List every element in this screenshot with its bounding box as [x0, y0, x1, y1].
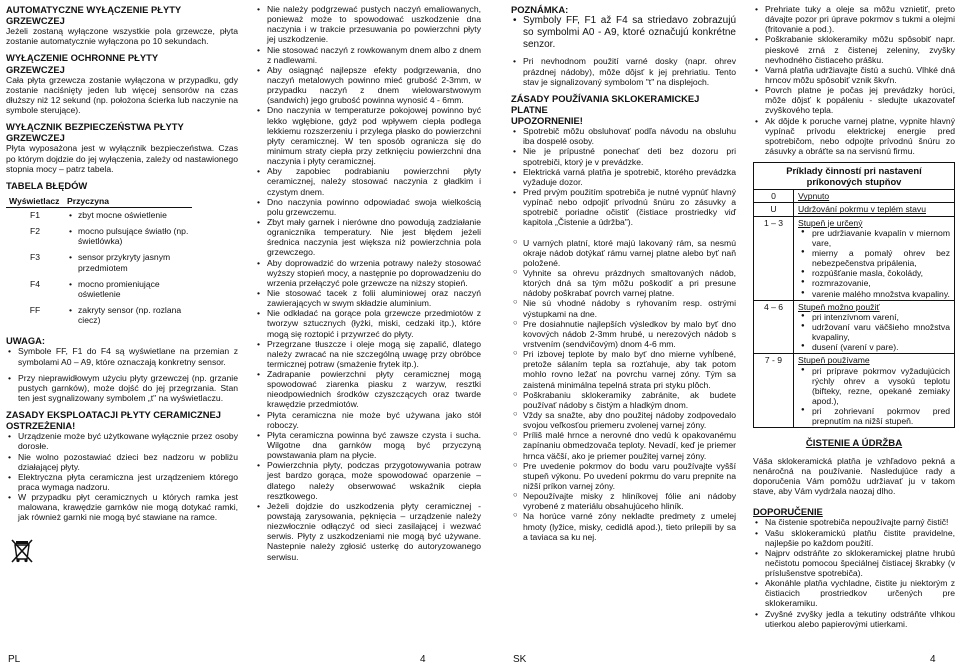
- section-title: ZÁSADY POUŽÍVANIA SKLOKERAMICKEJ: [511, 92, 700, 104]
- warning-heading: UPOZORNENIE!: [511, 115, 583, 127]
- error-table-header-display: Wyświetlacz: [6, 195, 64, 208]
- level-code: 0: [754, 190, 794, 202]
- section-title-cont: GRZEWCZEJ: [6, 132, 65, 144]
- error-table-header-cause: Przyczyna: [64, 195, 192, 208]
- error-cause: • mocno promieniujące oświetlenie: [64, 277, 192, 303]
- list-item: • Poškrabanie sklokeramiky môžu spôsobiť napr. pieskové zrná z čistenej zeleniny, zvyšky nevhodného čistiaceho prášku.: [753, 34, 955, 64]
- list-item: ● pre udržiavanie kvapalín v miernom vare,: [798, 228, 950, 248]
- table-row: [6, 277, 192, 303]
- list-item: • Przegrzane tłuszcze i oleje mogą się zapalić, dlatego należy zwracać na nie szczególną uwagę przy obróbce termicznej potraw (smażenie frytek itp.).: [255, 339, 481, 369]
- list-item: • Urządzenie może być użytkowane wyłącznie przez osoby dorosłe.: [6, 431, 238, 451]
- list-item: • Aby osiągnąć najlepsze efekty podgrzewania, dno naczyń metalowych powinno mieć grubość 2-3mm, w przypadku naczyń z dnem wielowarstwowym (sandwich) jego grubość powinna wynosić 4 - 6mm.: [255, 65, 481, 106]
- list-item: ● rozpúšťanie masla, čokolády,: [798, 268, 950, 278]
- section-title-cont: GRZEWCZEJ: [6, 15, 65, 27]
- section-text: Płyta wyposażona jest w wyłącznik bezpieczeństwa. Czas po którym dojdzie do jej wyłączenia, zależy od nastawionego stopnia mocy – patrz tabela.: [6, 143, 238, 174]
- rules-list: [255, 4, 481, 562]
- section-title-cont: GRZEWCZEJ: [6, 63, 65, 75]
- column-3: [511, 4, 736, 542]
- section-title: AUTOMATYCZNE WYŁĄCZENIE PŁYTY: [6, 4, 182, 15]
- list-item: • Pri nevhodnom použití varné dosky (napr. ohrev prázdnej nádoby), môže dôjsť k jej prehriatiu. Tento stav je signalizovaný symbolom "t" na displejoch.: [511, 56, 736, 86]
- list-item: • Elektryczna płyta ceramiczna jest urządzeniem którego praca wymaga nadzoru.: [6, 472, 238, 492]
- table-row: [6, 250, 192, 276]
- section-title: ZASADY EKSPLOATACJI PŁYTY CERAMICZNEJ: [6, 409, 221, 421]
- list-item: • Varná platňa udržiavajte čistú a suchú. Vlhké dná hrncov môžu spôsobiť vznik škvŕn.: [753, 65, 955, 85]
- list-item: ● pri príprave pokrmov vyžadujúcich rýchly ohrev a vysokú teplotu (bifteky, rezne, opekané zemiaky apod.),: [798, 366, 950, 407]
- list-item: ● varenie malého množstva kvapaliny.: [798, 289, 950, 299]
- table-row: [754, 354, 954, 427]
- section-protective-off: [6, 52, 238, 115]
- column-2: [255, 4, 481, 562]
- list-item: ● pri intenzívnom varení,: [798, 312, 950, 322]
- list-item: • Na čistenie spotrebiča nepoužívajte parný čistič!: [753, 517, 955, 527]
- table-row: [754, 217, 954, 301]
- list-item: • Nie należy podgrzewać pustych naczyń emaliowanych, ponieważ może to spowodować uszkodzenie dna naczynia i w trakcie przesuwania po powierzchni płyty jej uszkodzenie.: [255, 4, 481, 45]
- error-code: F3: [29, 252, 41, 263]
- list-item: • Płyta ceramiczna powinna być zawsze czysta i sucha. Wilgotne dna garnków mogą być przyczyną powstawania plam na płycie.: [255, 430, 481, 460]
- list-item: ● rozmrazovanie,: [798, 278, 950, 288]
- list-item: ○ Vyhnite sa ohrevu prázdnych smaltovaných nádob, ktorých dná sa tým môžu poškodiť a pri presune nádoby poškrabať povrch varnej platne.: [511, 268, 736, 298]
- list-item: • Nie stosować naczyń z rowkowanym dnem albo z dnem z nadlewami.: [255, 45, 481, 65]
- list-item: • Prehriate tuky a oleje sa môžu vznietiť, preto dávajte pozor pri úprave pokrmov s tukmi a olejmi (fritovanie a pod.).: [753, 4, 955, 34]
- error-code: F4: [29, 278, 41, 289]
- list-item: • Nie je prípustné ponechať deti bez dozoru pri spotrebiči, ktorý je v prevádzke.: [511, 146, 736, 166]
- list-item: • Pred prvým použitím spotrebiča je nutné vypnúť hlavný vypínač nebo odpojiť prívodnú šnúru zo zásuvky a spotrebič poriadne očistiť (čistiace prostriedky viď kapitola „Čistenie a údržba").: [511, 187, 736, 228]
- section-title: TABELA BŁĘDÓW: [6, 179, 88, 191]
- list-item: • Jeżeli dojdzie do uszkodzenia płyty ceramicznej - powstają zarysowania, pęknięcia – urządzenie należy niezwłocznie odłączyć od sieci zasilającej i wezwać serwis. Płyty z uszkodzeniami nie mogą być używane. Nastepnie należy zgłosić usterkę do autoryzowanego serwisu.: [255, 501, 481, 562]
- list-item: ○ Nepoužívajte misky z hliníkovej fólie ani nádoby vyrobené z materiálu obsahujúceho hliník.: [511, 491, 736, 511]
- list-item: • Płyta ceramiczna nie może być używana jako stół roboczy.: [255, 410, 481, 430]
- level-code: 4 – 6: [754, 301, 794, 354]
- list-item: • Zvyšné zvyšky jedla a tekutiny odstráňte vlhkou utierkou alebo papierovými utierkami.: [753, 609, 955, 629]
- table-row: [6, 303, 192, 329]
- error-code: FF: [29, 305, 41, 316]
- footer-language-right: SK: [513, 654, 527, 665]
- list-item: • Nie stosować tacek z folii aluminiowej oraz naczyń zawierających w swym składzie aluminium.: [255, 288, 481, 308]
- table-title-line: Príklady činností pri nastavení: [786, 165, 922, 177]
- list-item: • W przypadku płyt ceramicznych u których ramka jest malowana, krawędzie garnków nie mogą dotykać ramki, jak również garnki nie mogą być stawiane na ramce.: [6, 492, 238, 522]
- table-row: [754, 301, 954, 355]
- list-item: ● mierny a pomalý ohrev bez nebezpečenstva pripálenia,: [798, 248, 950, 268]
- power-levels-table-title: [754, 163, 954, 190]
- level-label: Stupeň je určený: [798, 217, 863, 228]
- section-auto-off: [6, 4, 238, 46]
- section-error-table: [6, 180, 238, 403]
- footer-page-left: 4: [420, 654, 426, 665]
- error-table: [6, 195, 192, 329]
- weee-crossed-bin-icon: [10, 537, 34, 565]
- error-cause: • sensor przykryty jasnym przedmiotem: [64, 250, 192, 276]
- recommendation-list: [753, 517, 955, 629]
- list-item: • Povrch platne je počas jej prevádzky horúci, môže dôjsť k popáleniu - sledujte ukazovateľ zvyškového tepla.: [753, 85, 955, 115]
- section-title: WYŁĄCZNIK BEZPIECZEŃSTWA PŁYTY: [6, 121, 184, 133]
- list-item: • Powierzchnia płyty, podczas przygotowywania potraw jest bardzo gorąca, może spowodować oparzenie – dlatego należy obserwować wskaźnik ciepła resztkowego.: [255, 460, 481, 501]
- note-heading: UWAGA:: [6, 335, 46, 347]
- cleaning-heading: ČISTENIE A ÚDRŽBA: [805, 438, 903, 450]
- power-levels-table: [753, 162, 955, 428]
- table-title-line: príkonových stupňov: [806, 176, 902, 188]
- level-label: Vypnuto: [798, 191, 830, 202]
- list-item: • Nie odkładać na gorące pola grzewcze przedmiotów z tworzyw sztucznych (łyżki, miski, cedzaki itp.), które mogą się roztopić i przywrzeć do płyty.: [255, 308, 481, 338]
- list-item: • Akonáhle platňa vychladne, čistite ju niektorým z čistiacich prostriedkov určených pre sklokeramiku.: [753, 578, 955, 608]
- list-item: ○ Pre dosiahnutie najlepších výsledkov by malo byť dno kovových nádob 2-3mm hrubé, u nerezových nádob s vrstvením (sendvičovým) dnom 4-6 mm.: [511, 319, 736, 349]
- rules-list: [753, 4, 955, 156]
- list-item: • Aby zapobiec podrabianiu powierzchni płyty ceramicznej, należy stosować naczynia z gładkim i czystym dnem.: [255, 166, 481, 196]
- list-item: ● dusení (varení v pare).: [798, 342, 950, 352]
- cleaning-text: Váša sklokeramická platňa je vzhľadovo pekná a nenáročná na používanie. Nasledujúce rady a doporučenia Vám pomôžu udržiavať ju v takom stave, aby Vám vydržala naozaj dlho.: [753, 455, 955, 497]
- section-text: Jeżeli zostaną wyłączone wszystkie pola grzewcze, płyta zostanie automatycznie wyłączona po 10 sekundach.: [6, 26, 238, 47]
- error-cause: • mocno pulsujące światło (np. świetlówka): [64, 224, 192, 250]
- list-item: ○ Vždy sa snažte, aby dno použitej nádoby zodpovedalo svojou veľkosťou priemeru zvolenej varnej zóny.: [511, 410, 736, 430]
- note-list-2: [511, 56, 736, 86]
- section-usage-rules: [6, 409, 238, 522]
- list-item: • Najprv odstráňte zo sklokeramickej platne hrubú nečistotu pomocou špeciálnej čistiacej škrabky (v príslušenstve spotrebiča).: [753, 548, 955, 578]
- recommendation-heading: DOPORUČENIE: [753, 506, 823, 518]
- list-item: • Symboly FF, F1 až F4 sa striedavo zobrazujú so symbolmi A0 - A9, ktoré označujú konkrétne senzor.: [511, 15, 736, 50]
- list-item: • Przy nieprawidłowym użyciu płyty grzewczej (np. grzanie pustych garnków), może dojść do jej przegrzania. Stan ten jest sygnalizowany symbolem „t" na wyświetlaczu.: [6, 373, 238, 403]
- table-row: [6, 208, 192, 225]
- warning-list: [511, 126, 736, 227]
- list-item: ● udržovaní varu väčšieho množstva kvapaliny,: [798, 322, 950, 342]
- list-item: • Ak dôjde k poruche varnej platne, vypnite hlavný vypínač prívodu elektrickej energie pred spotrebičom, nebo odpojte prívodnú šnúru zo zásuvky a obráťte sa na servisnú firmu.: [753, 116, 955, 157]
- rules-list: [511, 238, 736, 542]
- level-label: Stupeň používame: [798, 355, 870, 366]
- footer-page-right: 4: [930, 654, 936, 665]
- list-item: • Dno naczynia w temperaturze pokojowej powinno być lekko wgłębione, gdyż pod wpływem ciepła podlega lekkiemu rozszerzeniu i przylega płasko do powierzchni płyty ceramicznej. W ten sposób ogranicza się do minimum straty ciepła przy zetknięciu powierzchni dna naczynia i płyty ceramicznej.: [255, 105, 481, 166]
- column-1: [6, 4, 238, 567]
- error-cause: • zbyt mocne oświetlenie: [64, 208, 192, 225]
- level-label: Udržování pokrmu v teplém stavu: [798, 204, 927, 215]
- list-item: • Zbyt mały garnek i nierówne dno powodują zadziałanie ogranicznika temperatury. Nie jest błędem jeżeli średnica naczynia jest większa niż powierzchnia pola grzewczego.: [255, 217, 481, 258]
- list-item: ○ Príliš malé hrnce a nerovné dno vedú k opakovanému zapínaniu obmedzovača teploty. Nevadí, keď je priemer hrnca väčší, ako je priemer použitej varnej zóny.: [511, 430, 736, 460]
- warning-heading: OSTRZEŻENIA!: [6, 420, 76, 432]
- table-row: [754, 190, 954, 203]
- section-text: Cała płyta grzewcza zostanie wyłączona w przypadku, gdy zostanie naciśnięty jeden lub więcej sensorów na czas dłuższy niż 12 sekund (np. położona ścierka lub naczynie na symbole sterujące).: [6, 74, 238, 116]
- warning-list: [6, 431, 238, 522]
- list-item: • Vašu sklokeramickú platňu čistite pravidelne, najlepšie po každom použití.: [753, 528, 955, 548]
- level-code: U: [754, 203, 794, 215]
- table-row: [6, 224, 192, 250]
- list-item: ○ Nie sú vhodné nádoby s ryhovaním resp. ostrými výstupkami na dne.: [511, 298, 736, 318]
- section-safety-switch: [6, 121, 238, 174]
- level-label: Stupeň možno použiť: [798, 301, 880, 312]
- list-item: • Dno naczynia powinno odpowiadać swoja wielkością polu grzewczemu.: [255, 197, 481, 217]
- note-heading: POZNÁMKA:: [511, 4, 569, 15]
- note-list: [511, 15, 736, 50]
- list-item: • Symbole FF, F1 do F4 są wyświetlane na przemian z symbolami A0 – A9, które oznaczają konkretny sensor.: [6, 346, 238, 366]
- table-row: [754, 203, 954, 216]
- section-title: WYŁĄCZENIE OCHRONNE PŁYTY: [6, 52, 159, 64]
- list-item: ○ Pre uvedenie pokrmov do bodu varu používajte vyšší stupeň výkonu. Po uvedení pokrmu do varu prepnite na nižší príkon varnej zóny.: [511, 461, 736, 491]
- section-title-cont: PLATNE: [511, 104, 548, 115]
- list-item: • Zadrapanie powierzchni płyty ceramicznej mogą spowodować ziarenka piasku z warzyw, resztki nieodpowiednich środków czyszczących oraz twarde krawędzie przedmiotów.: [255, 369, 481, 410]
- list-item: • Nie wolno pozostawiać dzieci bez nadzoru w pobliżu działającej płyty.: [6, 452, 238, 472]
- footer-language-left: PL: [8, 654, 21, 665]
- list-item: ○ Na horúce varné zóny nekladte predmety z umelej hmoty (lyžice, misky, cedidlá apod.), tieto prilepili by sa a taviaca sa ku nej.: [511, 511, 736, 541]
- error-code: F2: [29, 226, 41, 237]
- list-item: ○ Pri izbovej teplote by malo byť dno mierne vyhĺbené, pretože sálaním tepla sa rozťahuje, aby tak potom mohlo rovno ležať na povrchu varnej zóny. Tým sa zaistená minimálna tepelná strata pri styku plôch.: [511, 349, 736, 390]
- level-code: 1 – 3: [754, 217, 794, 300]
- list-item: ● pri zohrievaní pokrmov pred prepnutím na nižší stupeň.: [798, 406, 950, 426]
- error-cause: • zakryty sensor (np. rozlana ciecz): [64, 303, 192, 329]
- list-item: ○ Poškrabaniu sklokeramiky zabránite, ak budete používať nádoby s čistým a hladkým dnom.: [511, 390, 736, 410]
- column-4: [753, 4, 955, 629]
- list-item: • Aby doprowadzić do wrzenia potrawy należy stosować wyższy stopień mocy, a następnie po doprowadzeniu do wrzenia przełączyć pole grzewcze na niższy stopień.: [255, 258, 481, 288]
- list-item: • Elektrická varná platňa je spotrebič, ktorého prevádzka vyžaduje dozor.: [511, 167, 736, 187]
- list-item: • Spotrebič môžu obsluhovať podľa návodu na obsluhu iba dospelé osoby.: [511, 126, 736, 146]
- list-item: ○ U varných platní, ktoré majú lakovaný rám, sa nesmú okraje nádob dotýkať rámu varnej platne alebo byť naň položené.: [511, 238, 736, 268]
- error-code: F1: [29, 210, 41, 221]
- level-code: 7 - 9: [754, 354, 794, 427]
- note-list: [6, 346, 238, 403]
